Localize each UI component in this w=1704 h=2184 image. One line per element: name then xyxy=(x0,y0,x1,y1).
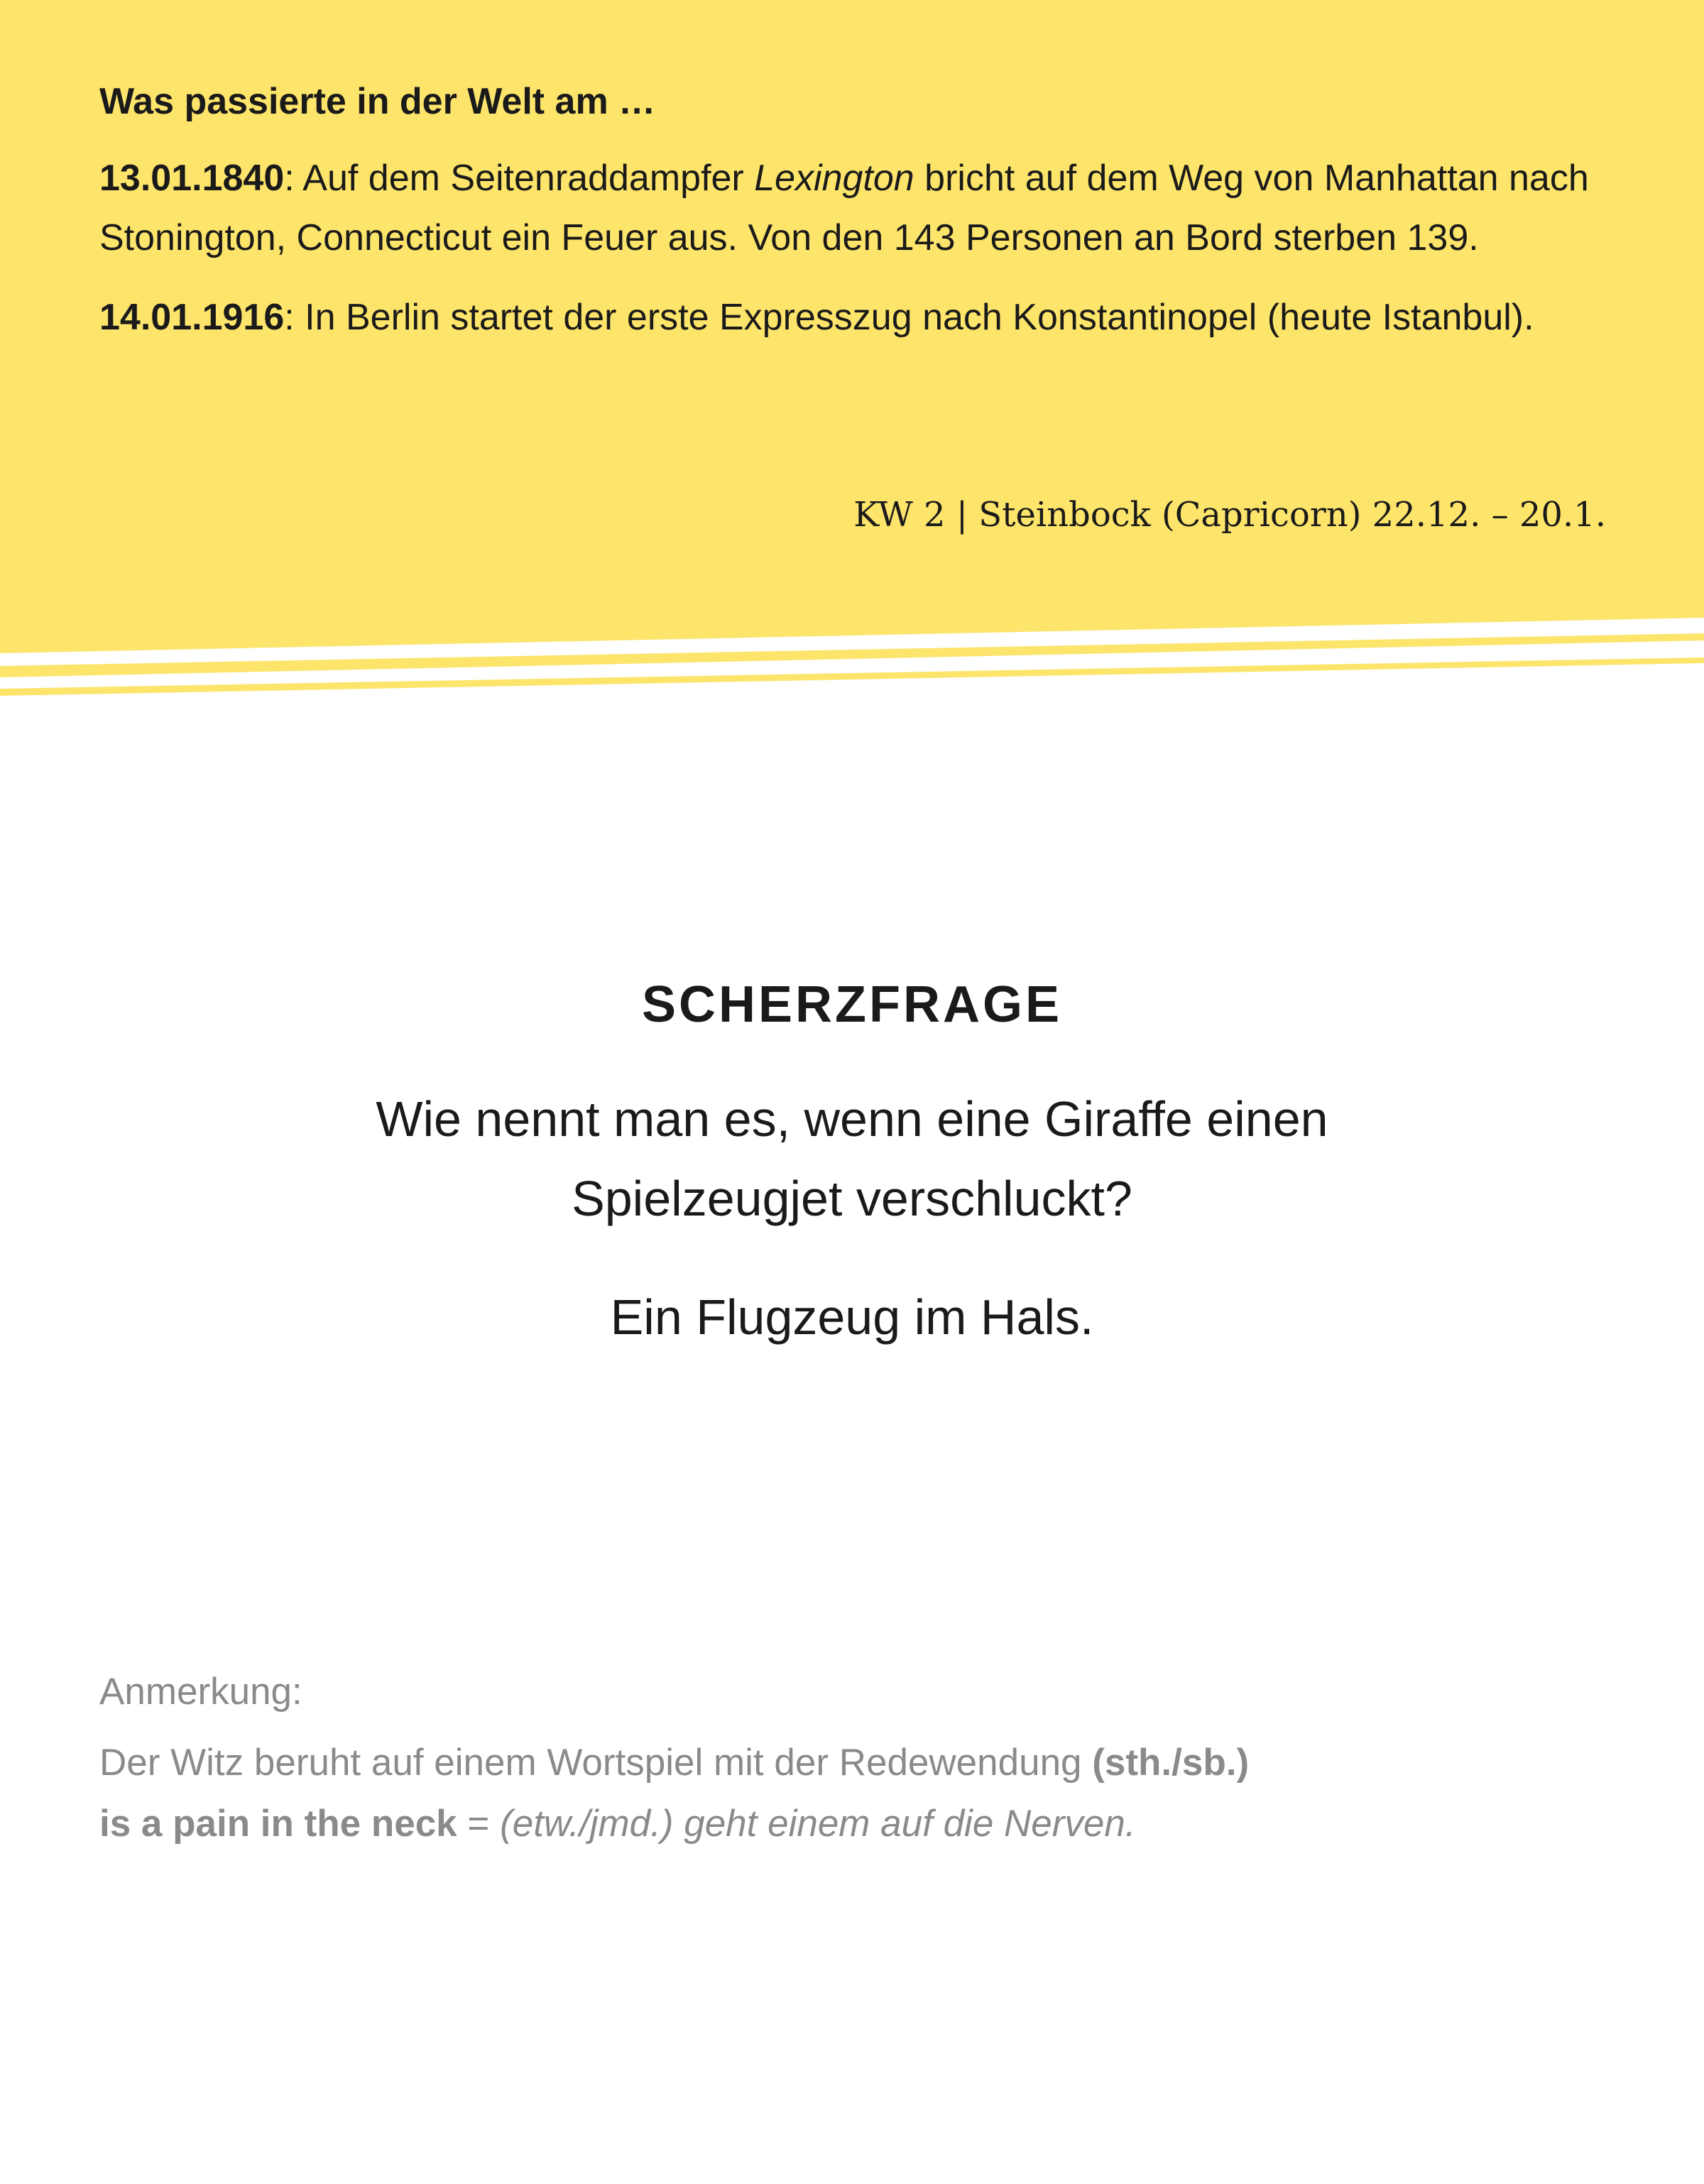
joke-answer: Ein Flugzeug im Hals. xyxy=(610,1289,1094,1345)
entry-text: : Auf dem Seitenraddampfer xyxy=(284,158,755,199)
idiom-meaning: (etw./jmd.) geht einem auf die Nerven. xyxy=(500,1803,1136,1845)
history-entry xyxy=(99,288,1612,347)
entry-text: bricht auf dem Weg von Manhattan nach Stonington, Connecticut ein Feuer aus. Von den 143 Personen an Bord sterben 139. xyxy=(99,158,1589,258)
joke-title: SCHERZFRAGE xyxy=(641,976,1062,1033)
entry-date: 13.01.1840 xyxy=(99,158,285,199)
idiom-phrase: (sth./sb.) is a pain in the neck xyxy=(99,1742,1250,1845)
joke-question-line: Spielzeugjet verschluckt? xyxy=(572,1171,1132,1226)
decorative-stripes xyxy=(0,589,1704,703)
note-section xyxy=(99,1661,1264,1855)
note-label: Anmerkung: xyxy=(99,1671,302,1713)
note-text xyxy=(99,1732,1264,1855)
note-intro: Der Witz beruht auf einem Wortspiel mit der Redewendung xyxy=(99,1742,1093,1784)
ship-name: Lexington xyxy=(754,158,914,199)
joke-question xyxy=(0,1079,1704,1238)
history-heading: Was passierte in der Welt am … xyxy=(99,81,656,122)
entry-text: : In Berlin startet der erste Expresszug nach Konstantinopel (heute Istanbul). xyxy=(284,297,1534,338)
joke-question-line: Wie nennt man es, wenn eine Giraffe einen xyxy=(376,1091,1328,1147)
equals-sign: = xyxy=(457,1803,501,1845)
week-info: KW 2 | Steinbock (Capricorn) 22.12. – 20.1. xyxy=(853,495,1606,535)
history-entry xyxy=(99,148,1612,268)
history-section xyxy=(99,75,1612,367)
entry-date: 14.01.1916 xyxy=(99,297,285,338)
